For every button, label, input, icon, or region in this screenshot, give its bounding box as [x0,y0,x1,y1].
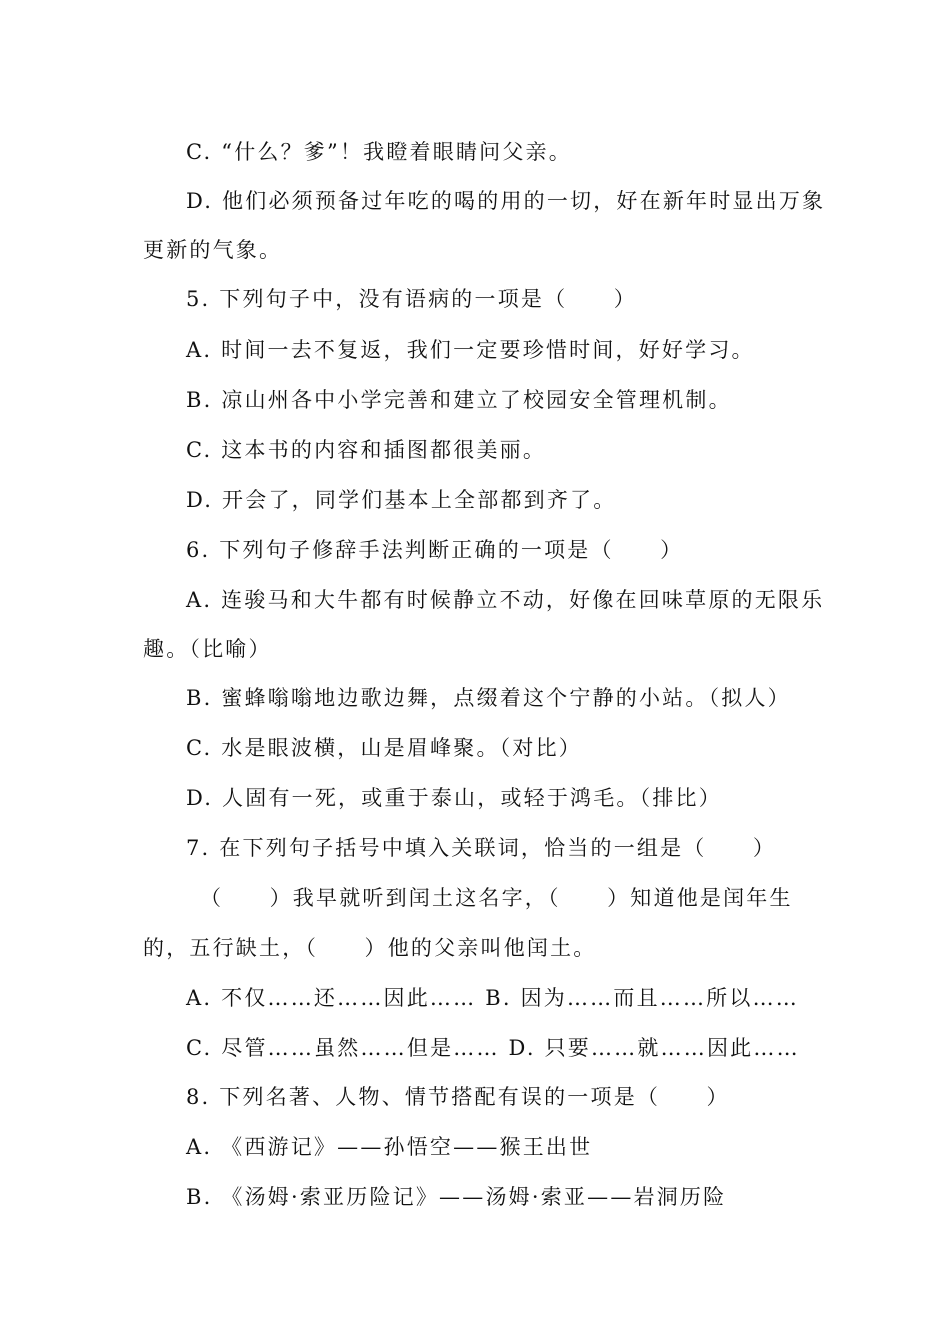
option-6d: D. 人固有一死，或重于泰山，或轻于鸿毛。（排比） [186,786,722,810]
option-6a: A. 连骏马和大牛都有时候静立不动，好像在回味草原的无限乐 [186,588,825,612]
question-8: 8. 下列名著、人物、情节搭配有误的一项是（ ） [186,1085,730,1109]
question-7-stem: （ ）我早就听到闰土这名字，（ ）知道他是闰年生 [200,886,793,910]
options-7cd: C. 尽管……虽然……但是…… D. 只要……就……因此…… [186,1036,800,1060]
option-6b: B. 蜜蜂嗡嗡地边歌边舞，点缀着这个宁静的小站。（拟人） [186,686,791,710]
question-7: 7. 在下列句子括号中填入关联词，恰当的一组是（ ） [186,836,777,860]
option-6a-cont: 趣。（比喻） [143,637,272,661]
option-5b: B. 凉山州各中小学完善和建立了校园安全管理机制。 [186,388,732,412]
option-4c: C. “什么？爹”！我瞪着眼睛问父亲。 [186,140,572,164]
option-4d: D. 他们必须预备过年吃的喝的用的一切，好在新年时显出万象 [186,189,826,213]
option-4d-cont: 更新的气象。 [143,238,283,262]
question-7-stem-cont: 的，五行缺土，（ ）他的父亲叫他闰土。 [143,936,597,960]
question-6: 6. 下列句子修辞手法判断正确的一项是（ ） [186,538,684,562]
options-7ab: A. 不仅……还……因此…… B. 因为……而且……所以…… [186,986,799,1010]
option-8a: A. 《西游记》——孙悟空——猴王出世 [186,1135,593,1159]
option-6c: C. 水是眼波横，山是眉峰聚。（对比） [186,736,582,760]
option-5a: A. 时间一去不复返，我们一定要珍惜时间，好好学习。 [186,338,755,362]
option-8b: B. 《汤姆·索亚历险记》——汤姆·索亚——岩洞历险 [186,1185,727,1209]
option-5d: D. 开会了，同学们基本上全部都到齐了。 [186,488,617,512]
question-5: 5. 下列句子中，没有语病的一项是（ ） [186,287,637,311]
option-5c: C. 这本书的内容和插图都很美丽。 [186,438,547,462]
